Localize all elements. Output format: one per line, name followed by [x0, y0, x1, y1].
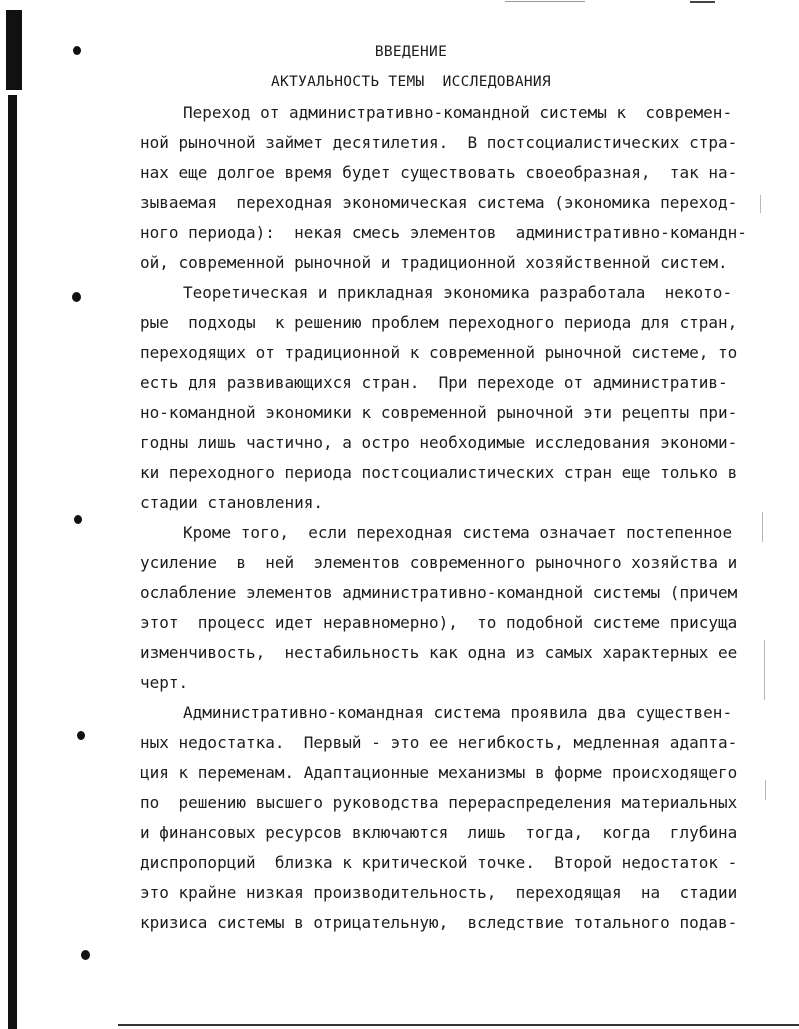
text-line: годны лишь частично, а остро необходимые исследования экономи-	[140, 433, 738, 452]
scan-top-mark	[690, 1, 715, 3]
text-line: ой, современной рыночной и традиционной хозяйственной систем.	[140, 253, 728, 272]
text-line: ной рыночной займет десятилетия. В постсоциалистических стра-	[140, 133, 738, 152]
margin-tick	[760, 195, 761, 213]
margin-tick	[765, 780, 766, 800]
margin-tick	[764, 640, 765, 700]
punch-hole	[72, 292, 81, 302]
text-line: Переход от административно-командной системы к современ-	[183, 103, 733, 122]
text-line: ного периода): некая смесь элементов административно-командн-	[140, 223, 747, 242]
text-line: изменчивость, нестабильность как одна из самых характерных ее	[140, 643, 738, 662]
section-title: АКТУАЛЬНОСТЬ ТЕМЫ ИССЛЕДОВАНИЯ	[271, 74, 551, 90]
text-line: нах еще долгое время будет существовать своеобразная, так на-	[140, 163, 738, 182]
text-line: рые подходы к решению проблем переходного периода для стран,	[140, 313, 738, 332]
scan-edge-top	[6, 10, 22, 90]
text-line: Административно-командная система проявила два существен-	[183, 703, 733, 722]
margin-tick	[762, 512, 763, 542]
text-line: по решению высшего руководства перераспределения материальных	[140, 793, 738, 812]
text-line: ных недостатка. Первый - это ее негибкость, медленная адапта-	[140, 733, 738, 752]
text-line: кризиса системы в отрицательную, вследствие тотального подав-	[140, 913, 738, 932]
text-line: зываемая переходная экономическая система (экономика переход-	[140, 193, 738, 212]
text-line: это крайне низкая производительность, переходящая на стадии	[140, 883, 738, 902]
text-line: переходящих от традиционной к современной рыночной системе, то	[140, 343, 738, 362]
text-line: Кроме того, если переходная система означает постепенное	[183, 523, 733, 542]
punch-hole	[77, 731, 85, 740]
text-line: и финансовых ресурсов включаются лишь тогда, когда глубина	[140, 823, 738, 842]
text-line: ослабление элементов административно-командной системы (причем	[140, 583, 738, 602]
scan-bottom-line	[118, 1024, 799, 1026]
text-line: ция к переменам. Адаптационные механизмы в форме происходящего	[140, 763, 738, 782]
scan-edge-left	[8, 95, 17, 1029]
scan-top-mark	[505, 1, 585, 2]
text-line: стадии становления.	[140, 493, 324, 512]
text-line: есть для развивающихся стран. При переходе от административ-	[140, 373, 728, 392]
punch-hole	[74, 515, 82, 524]
text-line: диспропорций близка к критической точке. Второй недостаток -	[140, 853, 738, 872]
text-line: усиление в ней элементов современного рыночного хозяйства и	[140, 553, 738, 572]
text-line: Теоретическая и прикладная экономика разработала некото-	[183, 283, 733, 302]
text-line: но-командной экономики к современной рыночной эти рецепты при-	[140, 403, 738, 422]
text-line: ки переходного периода постсоциалистических стран еще только в	[140, 463, 738, 482]
text-line: черт.	[140, 673, 189, 692]
text-line: этот процесс идет неравномерно), то подобной системе присуща	[140, 613, 738, 632]
punch-hole	[81, 950, 90, 960]
page-title: ВВЕДЕНИЕ	[374, 44, 448, 60]
punch-hole	[73, 46, 81, 55]
